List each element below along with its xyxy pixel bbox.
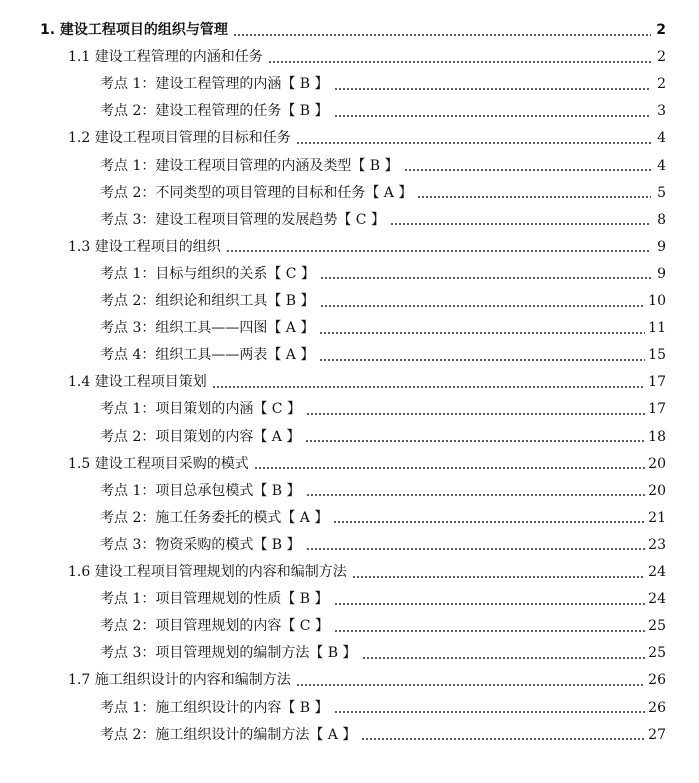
toc-subsection-entry[interactable] [100, 424, 666, 451]
toc-section-entry[interactable] [68, 125, 666, 152]
toc-dot-leader [334, 115, 651, 117]
toc-page-number: 2 [657, 49, 666, 66]
toc-entry-label: 1.5 建设工程项目采购的模式 [68, 455, 249, 472]
toc-entry-label: 1.3 建设工程项目的组织 [68, 238, 221, 255]
toc-entry-label: 考点 3：项目管理规划的编制方法【 B 】 [100, 645, 357, 662]
toc-entry-label: 考点 2：项目管理规划的内容【 C 】 [100, 618, 329, 635]
toc-page-number: 2 [657, 76, 666, 93]
toc-subsection-entry[interactable] [100, 478, 666, 505]
toc-page-number: 17 [648, 374, 666, 391]
toc-dot-leader [352, 576, 645, 578]
toc-page-number: 20 [648, 482, 666, 499]
toc-subsection-entry[interactable] [100, 71, 666, 98]
toc-section-entry[interactable] [68, 451, 666, 478]
toc-entry-label: 1.6 建设工程项目管理规划的内容和编制方法 [68, 564, 347, 580]
toc-page-number: 9 [657, 238, 666, 255]
toc-page-number: 20 [648, 455, 666, 472]
toc-entry-label: 考点 2：项目策划的内容【 A 】 [100, 428, 301, 445]
toc-page-number: 11 [648, 320, 666, 337]
toc-subsection-entry[interactable] [100, 342, 666, 369]
toc-subsection-entry[interactable] [100, 98, 666, 125]
toc-subsection-entry[interactable] [100, 532, 666, 559]
toc-dot-leader [254, 467, 645, 469]
toc-entry-label: 考点 3：组织工具——四图【 A 】 [100, 320, 315, 337]
toc-entry-label: 考点 1：目标与组织的关系【 C 】 [100, 265, 315, 282]
toc-page-number: 26 [648, 672, 666, 689]
toc-dot-leader [319, 359, 645, 361]
toc-entry-label: 考点 3：建设工程项目管理的发展趋势【 C 】 [100, 211, 385, 228]
toc-entry-label: 考点 2：施工组织设计的编制方法【 A 】 [100, 726, 357, 743]
toc-page-number: 15 [648, 347, 666, 364]
toc-dot-leader [212, 386, 645, 388]
toc-dot-leader [334, 88, 651, 90]
toc-dot-leader [320, 277, 651, 279]
toc-dot-leader [319, 332, 645, 334]
toc-subsection-entry[interactable] [100, 695, 666, 722]
toc-section-entry[interactable] [68, 44, 666, 71]
toc-page-number: 8 [657, 211, 666, 228]
toc-page-number: 24 [648, 591, 666, 608]
toc-entry-label: 1.2 建设工程项目管理的目标和任务 [68, 130, 291, 147]
toc-entry-label: 1.1 建设工程管理的内涵和任务 [68, 49, 263, 66]
toc-dot-leader [417, 196, 651, 198]
toc-page-number: 9 [657, 265, 666, 282]
toc-page-number: 2 [656, 22, 666, 38]
toc-page-number: 26 [648, 699, 666, 716]
toc-page-number: 18 [648, 428, 666, 445]
toc-entry-label: 考点 1：项目策划的内涵【 C 】 [100, 401, 301, 418]
toc-dot-leader [404, 169, 651, 171]
toc-entry-label: 考点 1：建设工程项目管理的内涵及类型【 B 】 [100, 157, 399, 174]
toc-entry-label: 考点 2：施工任务委托的模式【 A 】 [100, 509, 329, 526]
toc-page-number: 25 [648, 645, 666, 662]
toc-page-number: 4 [657, 157, 666, 174]
toc-subsection-entry[interactable] [100, 288, 666, 315]
toc-dot-leader [306, 548, 646, 550]
toc-section-entry[interactable] [68, 559, 666, 586]
toc-subsection-entry[interactable] [100, 586, 666, 613]
toc-subsection-entry[interactable] [100, 396, 666, 423]
toc-dot-leader [333, 521, 645, 523]
toc-subsection-entry[interactable] [100, 722, 666, 749]
toc-page-number: 21 [648, 509, 666, 526]
toc-chapter-entry[interactable] [40, 17, 666, 44]
toc-page-number: 4 [657, 130, 666, 147]
toc-dot-leader [233, 34, 651, 36]
toc-dot-leader [306, 413, 645, 415]
toc-page-number: 24 [648, 564, 666, 580]
toc-subsection-entry[interactable] [100, 613, 666, 640]
toc-dot-leader [226, 250, 651, 252]
toc-dot-leader [334, 603, 646, 605]
toc-entry-label: 考点 1：建设工程管理的内涵【 B 】 [100, 76, 329, 93]
toc-entry-label: 1.7 施工组织设计的内容和编制方法 [68, 672, 291, 689]
toc-entry-label: 考点 4：组织工具——两表【 A 】 [100, 347, 315, 364]
toc-dot-leader [362, 657, 646, 659]
toc-page-number: 17 [648, 401, 666, 418]
toc-dot-leader [361, 738, 645, 740]
toc-dot-leader [390, 223, 651, 225]
toc-subsection-entry[interactable] [100, 207, 666, 234]
toc-entry-label: 考点 2：建设工程管理的任务【 B 】 [100, 103, 329, 120]
toc-entry-label: 考点 2：不同类型的项目管理的目标和任务【 A 】 [100, 184, 413, 201]
toc-entry-label: 考点 3：物资采购的模式【 B 】 [100, 536, 301, 553]
toc-section-entry[interactable] [68, 667, 666, 694]
toc-dot-leader [296, 142, 651, 144]
toc-dot-leader [334, 630, 645, 632]
toc-page-number: 25 [648, 618, 666, 635]
toc-entry-label: 考点 1：项目管理规划的性质【 B 】 [100, 591, 329, 608]
toc-page-number: 5 [657, 184, 666, 201]
toc-entry-label: 1.4 建设工程项目策划 [68, 374, 207, 391]
toc-subsection-entry[interactable] [100, 640, 666, 667]
toc-dot-leader [268, 61, 651, 63]
toc-dot-leader [306, 494, 646, 496]
toc-page-number: 27 [648, 726, 666, 743]
toc-dot-leader [334, 711, 646, 713]
toc-subsection-entry[interactable] [100, 505, 666, 532]
toc-dot-leader [296, 684, 645, 686]
toc-section-entry[interactable] [68, 369, 666, 396]
toc-subsection-entry[interactable] [100, 315, 666, 342]
toc-section-entry[interactable] [68, 234, 666, 261]
toc-entry-label: 考点 1：施工组织设计的内容【 B 】 [100, 699, 329, 716]
toc-subsection-entry[interactable] [100, 180, 666, 207]
toc-entry-label: 考点 2：组织论和组织工具【 B 】 [100, 293, 315, 309]
toc-entry-label: 考点 1：项目总承包模式【 B 】 [100, 482, 301, 499]
toc-entry-label: 1. 建设工程项目的组织与管理 [40, 22, 228, 38]
toc-subsection-entry[interactable] [100, 261, 666, 288]
toc-page-number: 3 [657, 103, 666, 120]
toc-page-number: 10 [648, 293, 666, 309]
toc-page-number: 23 [648, 536, 666, 553]
toc-subsection-entry[interactable] [100, 153, 666, 180]
toc-dot-leader [305, 440, 645, 442]
toc-dot-leader [320, 305, 646, 307]
